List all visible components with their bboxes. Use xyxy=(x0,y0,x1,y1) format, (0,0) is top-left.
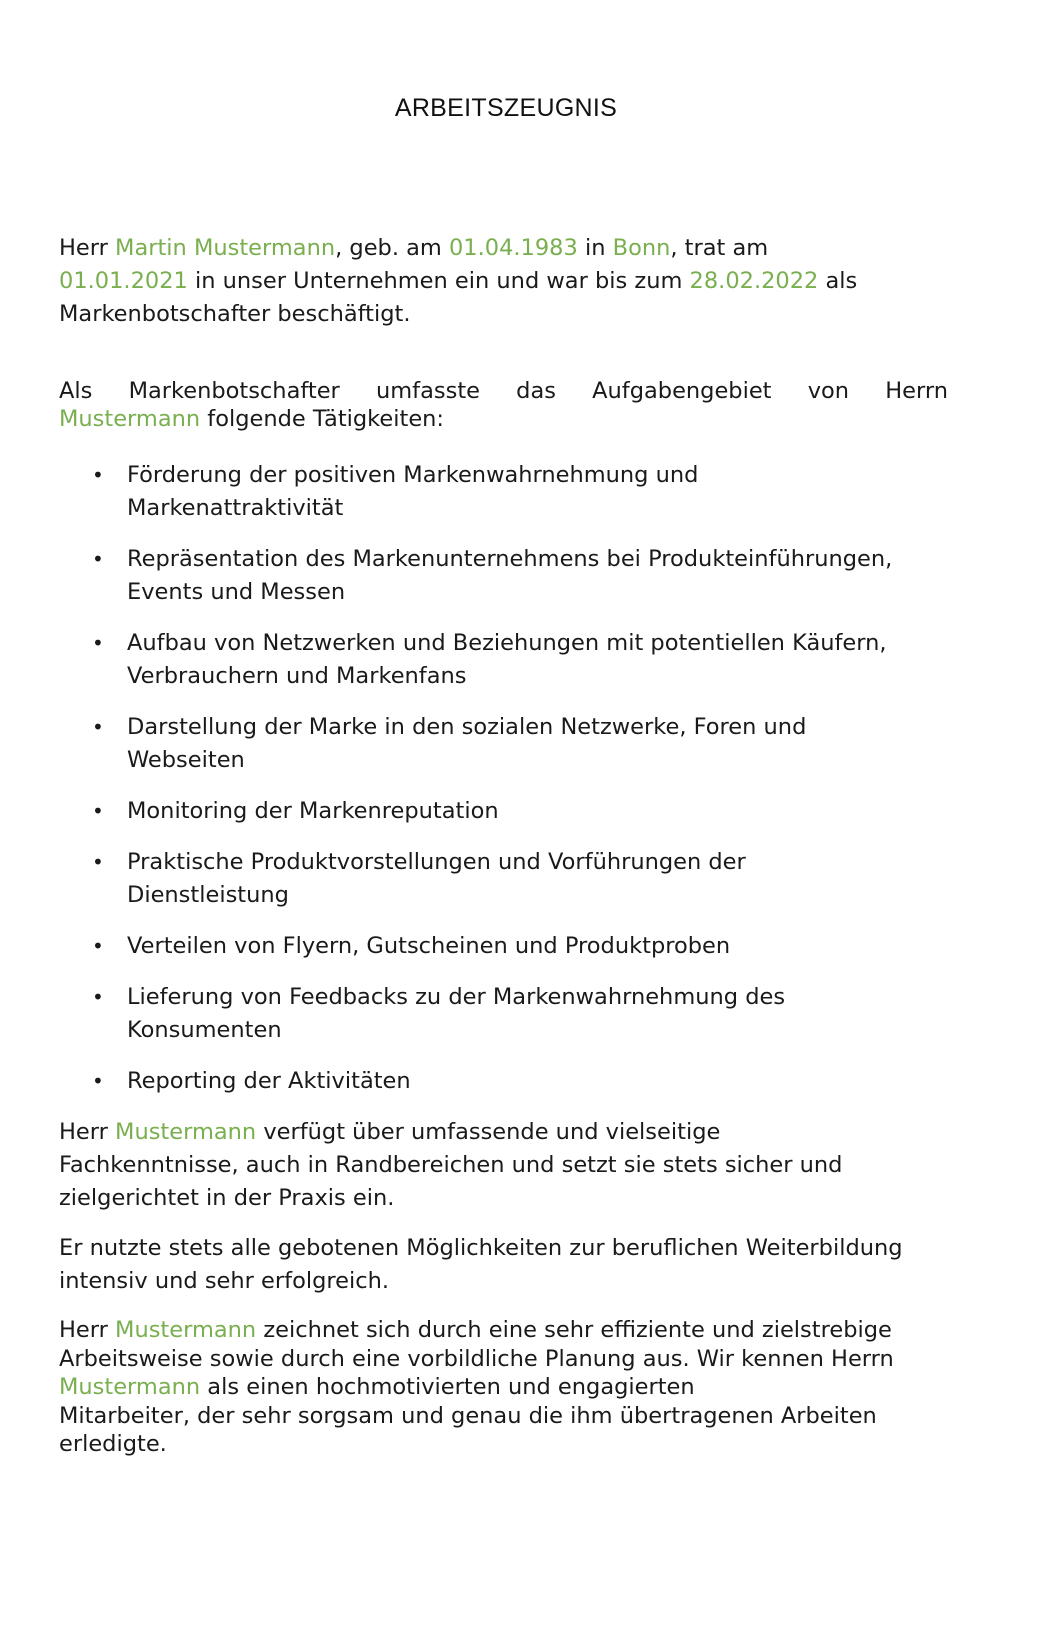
task-item xyxy=(59,627,959,693)
tasks-intro-word: umfasste xyxy=(375,378,480,404)
tasks-intro-word: das xyxy=(516,378,556,404)
training-text: intensiv und sehr erfolgreich. xyxy=(59,1268,390,1294)
task-item xyxy=(59,459,959,525)
task-list xyxy=(59,459,959,1116)
end-date: 28.02.2022 xyxy=(689,268,819,294)
task-text: Monitoring der Markenreputation xyxy=(127,798,499,824)
bullet-icon: • xyxy=(92,1069,104,1093)
task-text: Verbrauchern und Markenfans xyxy=(127,663,467,689)
knowledge-text: verfügt über umfassende und vielseitige xyxy=(256,1119,721,1145)
work-style-text: Herr xyxy=(59,1317,116,1343)
document-title: ARBEITSZEUGNIS xyxy=(394,94,618,122)
intro-paragraph xyxy=(59,232,959,331)
intro-text: Markenbotschafter beschäftigt. xyxy=(59,301,411,327)
knowledge-paragraph xyxy=(59,1116,959,1215)
task-text: Repräsentation des Markenunternehmens bei Produkteinführungen, xyxy=(127,546,893,572)
work-style-text: als einen hochmotivierten und engagierten xyxy=(200,1374,695,1400)
task-text: Reporting der Aktivitäten xyxy=(127,1068,411,1094)
tasks-intro-paragraph xyxy=(59,375,959,436)
intro-text: , trat am xyxy=(670,235,769,261)
task-item xyxy=(59,846,959,912)
task-text: Markenattraktivität xyxy=(127,495,344,521)
training-text: Er nutzte stets alle gebotenen Möglichkeiten zur beruflichen Weiterbildung xyxy=(59,1235,903,1261)
task-item xyxy=(59,543,959,609)
task-item xyxy=(59,981,959,1047)
intro-text: als xyxy=(818,268,858,294)
training-paragraph xyxy=(59,1232,959,1298)
tasks-intro-word: Markenbotschafter xyxy=(128,378,340,404)
bullet-icon: • xyxy=(92,631,104,655)
bullet-icon: • xyxy=(92,985,104,1009)
employee-surname: Mustermann xyxy=(115,1119,257,1145)
task-item xyxy=(59,1065,959,1098)
employee-name: Martin Mustermann xyxy=(115,235,336,261)
employee-surname: Mustermann xyxy=(115,1317,257,1343)
work-style-text: zeichnet sich durch eine sehr effiziente und zielstrebige xyxy=(256,1317,892,1343)
task-text: Förderung der positiven Markenwahrnehmung und xyxy=(127,462,699,488)
task-text: Aufbau von Netzwerken und Beziehungen mit potentiellen Käufern, xyxy=(127,630,887,656)
work-style-paragraph xyxy=(59,1316,959,1459)
task-item xyxy=(59,711,959,777)
task-text: Dienstleistung xyxy=(127,882,289,908)
work-style-text: erledigte. xyxy=(59,1431,167,1457)
work-style-text: Arbeitsweise sowie durch eine vorbildliche Planung aus. Wir kennen Herrn xyxy=(59,1345,894,1372)
bullet-icon: • xyxy=(92,715,104,739)
bullet-icon: • xyxy=(92,850,104,874)
knowledge-text: zielgerichtet in der Praxis ein. xyxy=(59,1185,395,1211)
tasks-intro-word: von xyxy=(807,378,850,404)
task-text: Events und Messen xyxy=(127,579,346,605)
task-text: Webseiten xyxy=(127,747,245,773)
birth-place: Bonn xyxy=(612,235,671,261)
start-date: 01.01.2021 xyxy=(59,268,188,294)
task-text: Darstellung der Marke in den sozialen Netzwerke, Foren und xyxy=(127,714,807,740)
task-text: Konsumenten xyxy=(127,1017,282,1043)
tasks-intro-word: Herrn xyxy=(885,378,948,404)
task-item xyxy=(59,930,959,963)
knowledge-text: Fachkenntnisse, auch in Randbereichen und setzt sie stets sicher und xyxy=(59,1152,843,1178)
task-text: Verteilen von Flyern, Gutscheinen und Produktproben xyxy=(127,933,731,959)
intro-text: , geb. am xyxy=(335,235,449,261)
employee-surname: Mustermann xyxy=(59,1374,201,1400)
birth-date: 01.04.1983 xyxy=(448,235,578,261)
intro-text: in unser Unternehmen ein und war bis zum xyxy=(187,268,690,294)
bullet-icon: • xyxy=(92,547,104,571)
tasks-intro-word: Aufgabengebiet xyxy=(592,378,772,404)
task-item xyxy=(59,795,959,828)
bullet-icon: • xyxy=(92,463,104,487)
task-text: Lieferung von Feedbacks zu der Markenwahrnehmung des xyxy=(127,984,786,1010)
task-text: Praktische Produktvorstellungen und Vorführungen der xyxy=(127,849,746,875)
bullet-icon: • xyxy=(92,934,104,958)
bullet-icon: • xyxy=(92,799,104,823)
tasks-intro-text: folgende Tätigkeiten: xyxy=(200,406,444,432)
tasks-intro-word: Als xyxy=(59,378,93,404)
knowledge-text: Herr xyxy=(59,1119,116,1145)
employee-surname: Mustermann xyxy=(59,406,201,432)
work-style-text: Mitarbeiter, der sehr sorgsam und genau die ihm übertragenen Arbeiten xyxy=(59,1402,877,1429)
intro-text: in xyxy=(577,235,613,261)
intro-text: Herr xyxy=(59,235,116,261)
